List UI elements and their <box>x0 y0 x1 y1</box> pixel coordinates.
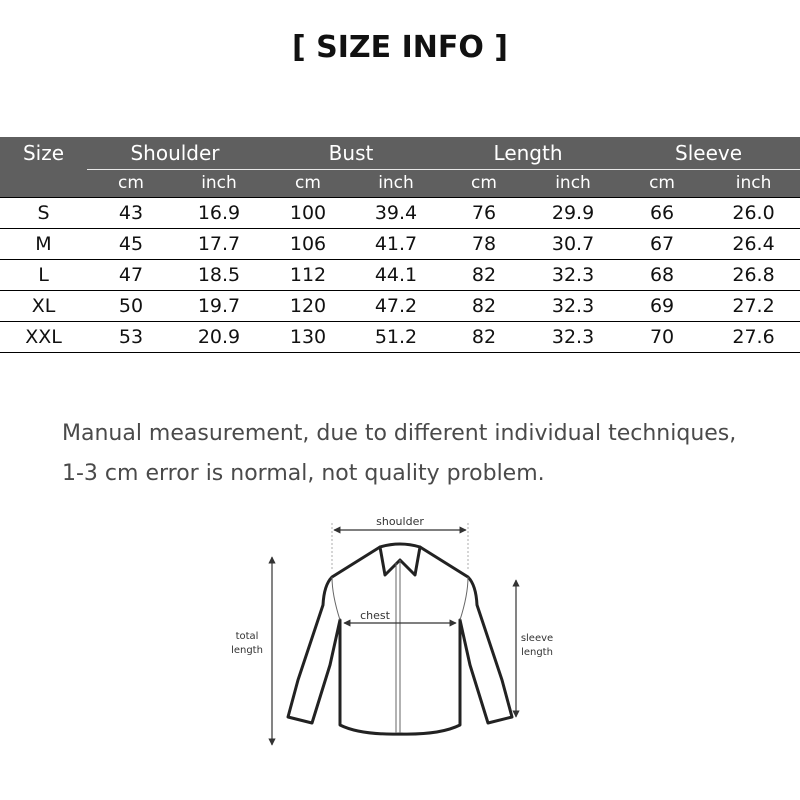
length-column-header: Length <box>439 137 617 170</box>
size-column-header: Size <box>0 137 87 170</box>
table-cell: 106 <box>263 229 353 260</box>
unit-header-cm: cm <box>263 170 353 198</box>
unit-header-cm: cm <box>439 170 529 198</box>
bust-column-header: Bust <box>263 137 439 170</box>
unit-header-inch: inch <box>353 170 439 198</box>
table-cell: 17.7 <box>175 229 263 260</box>
table-header-row <box>0 137 800 170</box>
shoulder-column-header: Shoulder <box>87 137 263 170</box>
table-row <box>0 322 800 353</box>
measurement-note <box>62 414 792 494</box>
table-cell: 82 <box>439 322 529 353</box>
sleeve-length-label-2: length <box>521 647 553 658</box>
table-cell: 27.6 <box>707 322 800 353</box>
table-cell: 70 <box>617 322 707 353</box>
table-cell: 45 <box>87 229 175 260</box>
chest-label: chest <box>360 609 390 622</box>
table-cell: 50 <box>87 291 175 322</box>
table-cell: 32.3 <box>529 291 617 322</box>
table-cell: 78 <box>439 229 529 260</box>
table-cell: 47.2 <box>353 291 439 322</box>
table-cell: 19.7 <box>175 291 263 322</box>
table-cell: 26.8 <box>707 260 800 291</box>
table-cell: 130 <box>263 322 353 353</box>
table-cell: 27.2 <box>707 291 800 322</box>
table-cell: 51.2 <box>353 322 439 353</box>
jacket-measurement-diagram <box>220 505 580 755</box>
sleeve-column-header: Sleeve <box>617 137 800 170</box>
table-cell: 18.5 <box>175 260 263 291</box>
note-line-1: Manual measurement, due to different individual techniques, <box>62 421 737 446</box>
table-cell: 67 <box>617 229 707 260</box>
unit-header-inch: inch <box>529 170 617 198</box>
table-cell: 39.4 <box>353 198 439 229</box>
table-cell: 29.9 <box>529 198 617 229</box>
size-cell: XL <box>0 291 87 322</box>
table-cell: 69 <box>617 291 707 322</box>
table-cell: 68 <box>617 260 707 291</box>
page-title: [ SIZE INFO ] <box>291 30 509 65</box>
unit-header-cm: cm <box>87 170 175 198</box>
table-cell: 76 <box>439 198 529 229</box>
unit-blank-cell <box>0 170 87 198</box>
table-cell: 26.4 <box>707 229 800 260</box>
table-row <box>0 260 800 291</box>
table-cell: 82 <box>439 291 529 322</box>
shoulder-label: shoulder <box>376 515 424 528</box>
total-length-label-2: length <box>231 645 263 656</box>
table-cell: 66 <box>617 198 707 229</box>
size-cell: M <box>0 229 87 260</box>
table-cell: 100 <box>263 198 353 229</box>
table-cell: 112 <box>263 260 353 291</box>
table-cell: 41.7 <box>353 229 439 260</box>
size-cell: S <box>0 198 87 229</box>
unit-header-inch: inch <box>707 170 800 198</box>
table-cell: 20.9 <box>175 322 263 353</box>
size-cell: XXL <box>0 322 87 353</box>
size-chart-table <box>0 137 800 353</box>
table-cell: 47 <box>87 260 175 291</box>
table-cell: 32.3 <box>529 260 617 291</box>
table-row <box>0 229 800 260</box>
table-cell: 120 <box>263 291 353 322</box>
unit-header-inch: inch <box>175 170 263 198</box>
unit-header-cm: cm <box>617 170 707 198</box>
table-cell: 82 <box>439 260 529 291</box>
total-length-label-1: total <box>235 631 259 642</box>
table-row <box>0 291 800 322</box>
table-unit-row <box>0 170 800 198</box>
table-cell: 30.7 <box>529 229 617 260</box>
table-cell: 32.3 <box>529 322 617 353</box>
table-cell: 26.0 <box>707 198 800 229</box>
note-line-2: 1-3 cm error is normal, not quality problem. <box>62 461 545 486</box>
table-cell: 44.1 <box>353 260 439 291</box>
table-cell: 53 <box>87 322 175 353</box>
table-cell: 16.9 <box>175 198 263 229</box>
size-cell: L <box>0 260 87 291</box>
table-row <box>0 198 800 229</box>
sleeve-length-label-1: sleeve <box>520 633 554 644</box>
jacket-details <box>332 560 468 733</box>
table-cell: 43 <box>87 198 175 229</box>
